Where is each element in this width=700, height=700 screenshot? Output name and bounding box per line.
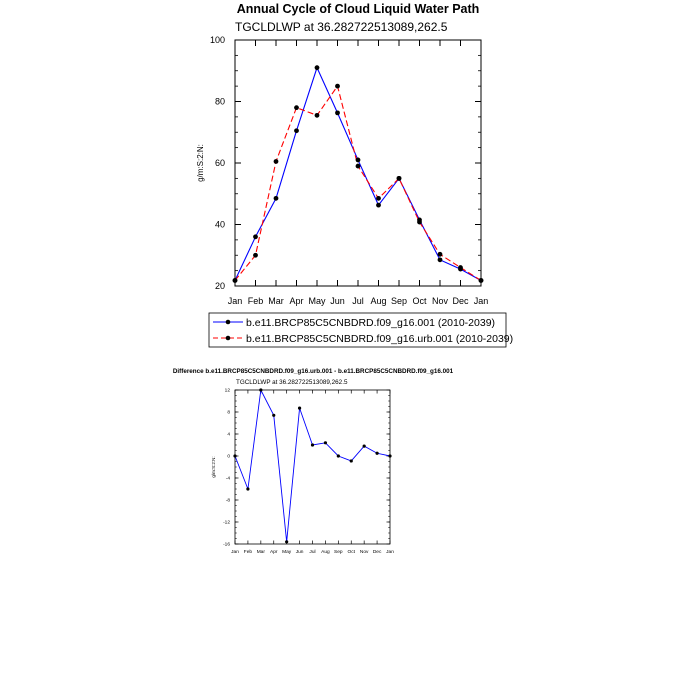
x-tick-label: Nov [431, 296, 449, 306]
x-tick-label: Feb [247, 296, 264, 306]
x-tick-label: Dec [372, 550, 382, 555]
x-tick-label: Sep [334, 550, 343, 555]
data-point-series-2 [294, 105, 299, 110]
y-tick-label: -12 [223, 520, 230, 526]
chart-title: Difference b.e11.BRCP85C5CNBDRD.f09_g16.urb.001 - b.e11.BRCP85C5CNBDRD.f09_g16.001 [172, 368, 454, 375]
data-point-series-1 [311, 443, 314, 446]
legend-marker-series-1 [226, 320, 231, 325]
axis-ticks [223, 388, 394, 555]
series-line-1 [235, 390, 390, 542]
chart-title: Annual Cycle of Cloud Liquid Water Path [236, 2, 480, 16]
x-tick-label: Mar [256, 550, 265, 555]
data-point-series-1 [253, 234, 258, 239]
y-tick-label: 0 [227, 454, 230, 460]
data-point-series-1 [356, 158, 361, 163]
x-tick-label: Apr [270, 550, 278, 555]
data-point-series-2 [376, 196, 381, 201]
data-point-series-1 [388, 454, 391, 457]
data-point-series-2 [315, 113, 320, 118]
y-tick-label: -4 [225, 476, 230, 482]
plot-frame [235, 40, 481, 286]
data-point-series-1 [335, 110, 340, 115]
data-point-series-2 [233, 278, 238, 283]
x-tick-label: Apr [289, 296, 304, 306]
data-point-series-2 [356, 164, 361, 169]
chart-subtitle: TGCLDLWP at 36.282722513089,262.5 [236, 379, 348, 386]
x-tick-label: May [282, 550, 292, 555]
x-tick-label: Jan [473, 296, 489, 306]
x-tick-label: Jan [231, 550, 239, 555]
data-point-series-1 [438, 257, 443, 262]
series-line-1 [235, 68, 481, 281]
data-point-series-1 [363, 445, 366, 448]
x-tick-label: Aug [321, 550, 330, 555]
y-tick-label: 60 [214, 158, 225, 169]
x-tick-label: Mar [268, 296, 284, 306]
y-tick-label: 8 [227, 410, 230, 416]
x-tick-label: Jan [386, 550, 394, 555]
data-point-series-1 [272, 414, 275, 417]
data-point-series-2 [458, 265, 463, 270]
data-point-series-2 [335, 84, 340, 89]
x-tick-label: Jul [352, 296, 364, 306]
data-point-series-2 [417, 220, 422, 225]
x-tick-label: May [308, 296, 326, 306]
y-axis-label: g/m:S:2:N: [196, 144, 205, 182]
legend-label-series-2: b.e11.BRCP85C5CNBDRD.f09_g16.urb.001 (2010-2039) [246, 333, 514, 345]
x-tick-label: Jun [330, 296, 345, 306]
data-point-series-1 [233, 454, 236, 457]
y-tick-label: 80 [214, 96, 225, 107]
data-point-series-2 [253, 253, 258, 258]
data-point-series-1 [350, 459, 353, 462]
series-line-2 [235, 86, 481, 280]
x-tick-label: Jul [309, 550, 316, 555]
annual-cycle-chart [196, 2, 513, 347]
data-point-series-1 [337, 454, 340, 457]
series-points [233, 388, 391, 543]
y-axis-label: g/m:S:2:N: [211, 456, 216, 478]
series-lines [235, 390, 390, 542]
y-tick-label: 12 [224, 388, 230, 394]
data-point-series-1 [376, 203, 381, 208]
data-point-series-2 [438, 252, 443, 257]
x-tick-label: Oct [412, 296, 427, 306]
y-tick-label: 20 [214, 281, 225, 292]
x-tick-label: Feb [243, 550, 253, 555]
y-tick-label: -8 [225, 498, 230, 504]
data-point-series-1 [274, 196, 279, 201]
y-tick-label: -16 [223, 542, 230, 548]
data-point-series-2 [479, 278, 484, 283]
axis-ticks [210, 35, 488, 306]
x-tick-label: Sep [390, 296, 408, 306]
y-tick-label: 100 [209, 35, 225, 46]
x-tick-label: Dec [452, 296, 469, 306]
data-point-series-1 [246, 487, 249, 490]
legend [209, 313, 513, 347]
data-point-series-2 [397, 176, 402, 181]
data-point-series-2 [274, 159, 279, 164]
y-tick-label: 4 [227, 432, 230, 438]
data-point-series-1 [324, 441, 327, 444]
x-tick-label: Oct [347, 550, 355, 555]
data-point-series-1 [315, 65, 320, 70]
x-tick-label: Aug [370, 296, 387, 306]
data-point-series-1 [375, 452, 378, 455]
y-tick-label: 40 [214, 219, 225, 230]
data-point-series-1 [285, 540, 288, 543]
series-points [233, 65, 484, 283]
legend-label-series-1: b.e11.BRCP85C5CNBDRD.f09_g16.001 (2010-2039) [246, 317, 496, 329]
data-point-series-1 [298, 407, 301, 410]
legend-marker-series-2 [226, 336, 231, 341]
x-tick-label: Jun [295, 550, 304, 555]
data-point-series-1 [259, 388, 262, 391]
data-point-series-1 [294, 128, 299, 133]
x-tick-label: Jan [227, 296, 243, 306]
series-lines [235, 68, 481, 281]
difference-chart [173, 368, 454, 555]
chart-subtitle: TGCLDLWP at 36.282722513089,262.5 [235, 20, 448, 34]
x-tick-label: Nov [359, 550, 369, 555]
